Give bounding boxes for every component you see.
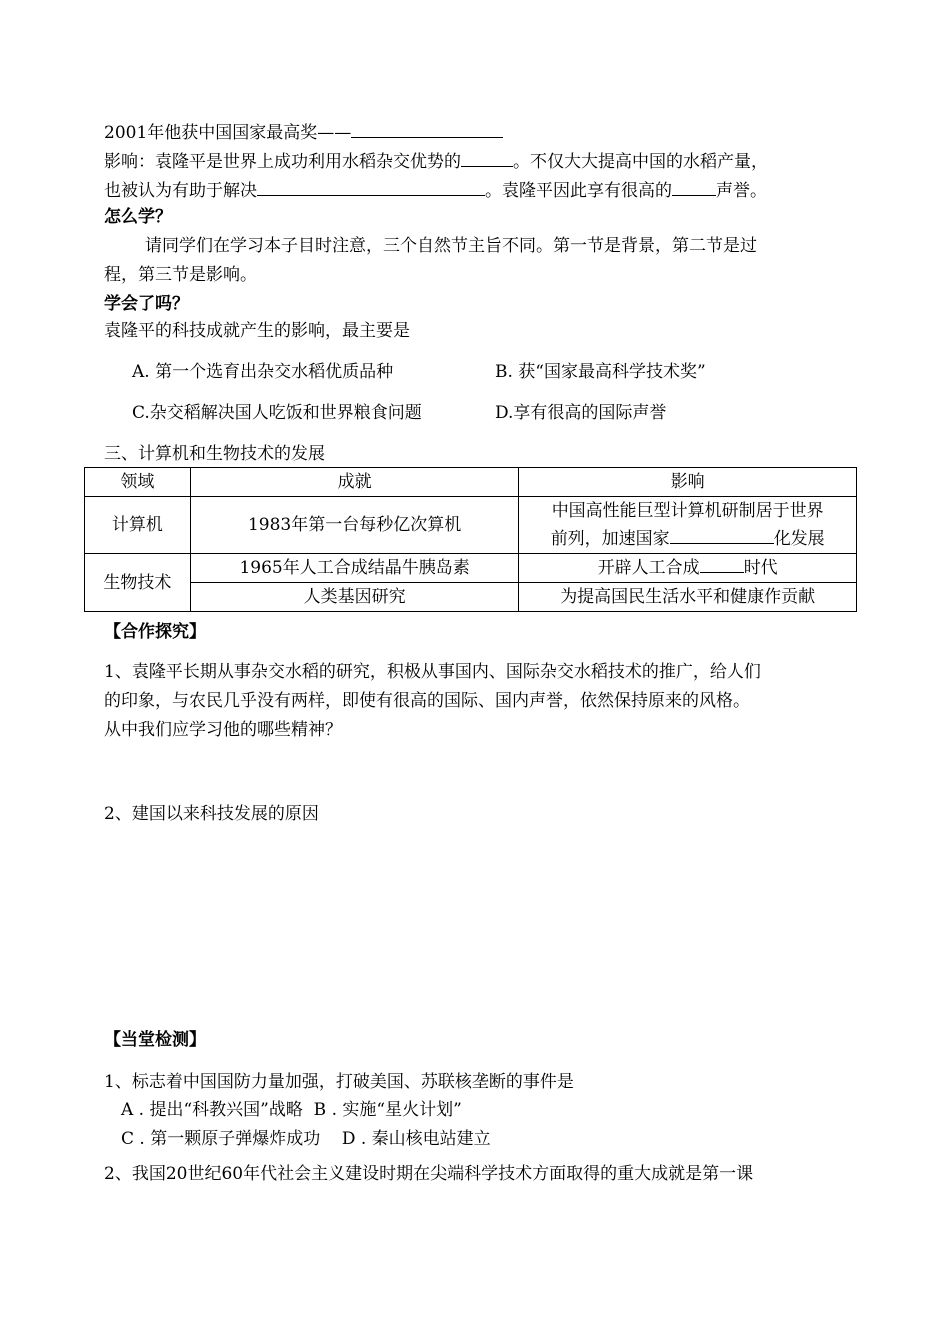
table-row	[85, 554, 857, 583]
test-q1: 1、标志着中国国防力量加强，打破美国、苏联核垄断的事件是	[104, 1072, 574, 1092]
reputation-blank	[672, 178, 716, 196]
how-to-learn-para-cont: 程，第三节是影响。	[104, 265, 257, 285]
bio-achievement-cell-2: 人类基因研究	[190, 583, 519, 612]
option-d: D.享有很高的国际声誉	[495, 403, 667, 423]
test-heading: 【当堂检测】	[104, 1030, 206, 1050]
bio-impact-suffix: 时代	[743, 558, 778, 578]
impact-text: 影响：袁隆平是世界上成功利用水稻杂交优势的	[104, 152, 461, 172]
header-impact: 影响	[519, 468, 857, 497]
coop-heading: 【合作探究】	[104, 622, 206, 642]
learned-question: 袁隆平的科技成就产生的影响，最主要是	[104, 321, 410, 341]
impact-text-2a: 也被认为有助于解决	[104, 181, 257, 201]
impact-line-2	[104, 178, 767, 202]
impact-line	[104, 149, 768, 173]
table-row	[85, 497, 857, 554]
computer-impact-text: 前列，加速国家	[550, 529, 670, 549]
computer-achievement-cell: 1983年第一台每秒亿次算机	[190, 497, 519, 554]
table-row	[85, 583, 857, 612]
coop-q1-line-2: 的印象，与农民几乎没有两样，即使有很高的国际、国内声誉，依然保持原来的风格。	[104, 691, 750, 711]
computer-field-cell: 计算机	[85, 497, 191, 554]
impact-text-2b: 。袁隆平因此享有很高的	[485, 181, 672, 201]
test-q1-options-row-2: C . 第一颗原子弹爆炸成功 D . 秦山核电站建立	[121, 1129, 491, 1149]
option-a: A. 第一个选育出杂交水稻优质品种	[132, 362, 394, 382]
bio-impact-cell-2: 为提高国民生活水平和健康作贡献	[519, 583, 857, 612]
coop-q1-line-1: 1、袁隆平长期从事杂交水稻的研究，积极从事国内、国际杂交水稻技术的推广，给人们	[104, 662, 761, 682]
header-achievement: 成就	[190, 468, 519, 497]
option-b: B. 获“国家最高科学技术奖”	[495, 362, 706, 382]
impact-text-2c: 声誉。	[716, 181, 767, 201]
award-line	[104, 120, 503, 144]
solve-blank	[257, 178, 485, 196]
table-header-row	[85, 468, 857, 497]
coop-q1-line-3: 从中我们应学习他的哪些精神？	[104, 720, 342, 740]
coop-q2: 2、建国以来科技发展的原因	[104, 804, 319, 824]
computer-impact-line-1: 中国高性能巨型计算机研制居于世界	[551, 501, 824, 521]
award-blank	[351, 120, 503, 138]
section-3-title: 三、计算机和生物技术的发展	[104, 444, 325, 464]
computer-impact-cell	[519, 497, 857, 554]
computer-impact-blank	[670, 526, 774, 544]
how-to-learn-para: 请同学们在学习本子目时注意，三个自然节主旨不同。第一节是背景，第二节是过	[145, 236, 757, 256]
tech-table	[84, 467, 857, 612]
bio-achievement-cell-1: 1965年人工合成结晶牛胰岛素	[190, 554, 519, 583]
impact-text-cont: 。不仅大大提高中国的水稻产量，	[513, 152, 768, 172]
learned-heading: 学会了吗？	[104, 294, 189, 314]
bio-impact-blank	[700, 555, 744, 573]
how-to-learn-heading: 怎么学？	[104, 207, 172, 227]
computer-impact-line-2	[525, 525, 850, 553]
test-q1-options-row-1: A . 提出“科教兴国”战略 B . 实施“星火计划”	[121, 1100, 462, 1120]
test-q2: 2、我国20世纪60年代社会主义建设时期在尖端科学技术方面取得的重大成就是第一课	[104, 1164, 754, 1184]
bio-impact-cell-1	[519, 554, 857, 583]
bio-impact-text: 开辟人工合成	[597, 558, 700, 578]
award-text: 2001年他获中国国家最高奖——	[104, 123, 352, 143]
option-c: C.杂交稻解决国人吃饭和世界粮食问题	[132, 403, 422, 423]
impact-blank	[461, 149, 513, 167]
bio-field-cell: 生物技术	[85, 554, 191, 612]
header-field: 领域	[85, 468, 191, 497]
computer-impact-suffix: 化发展	[773, 529, 825, 549]
